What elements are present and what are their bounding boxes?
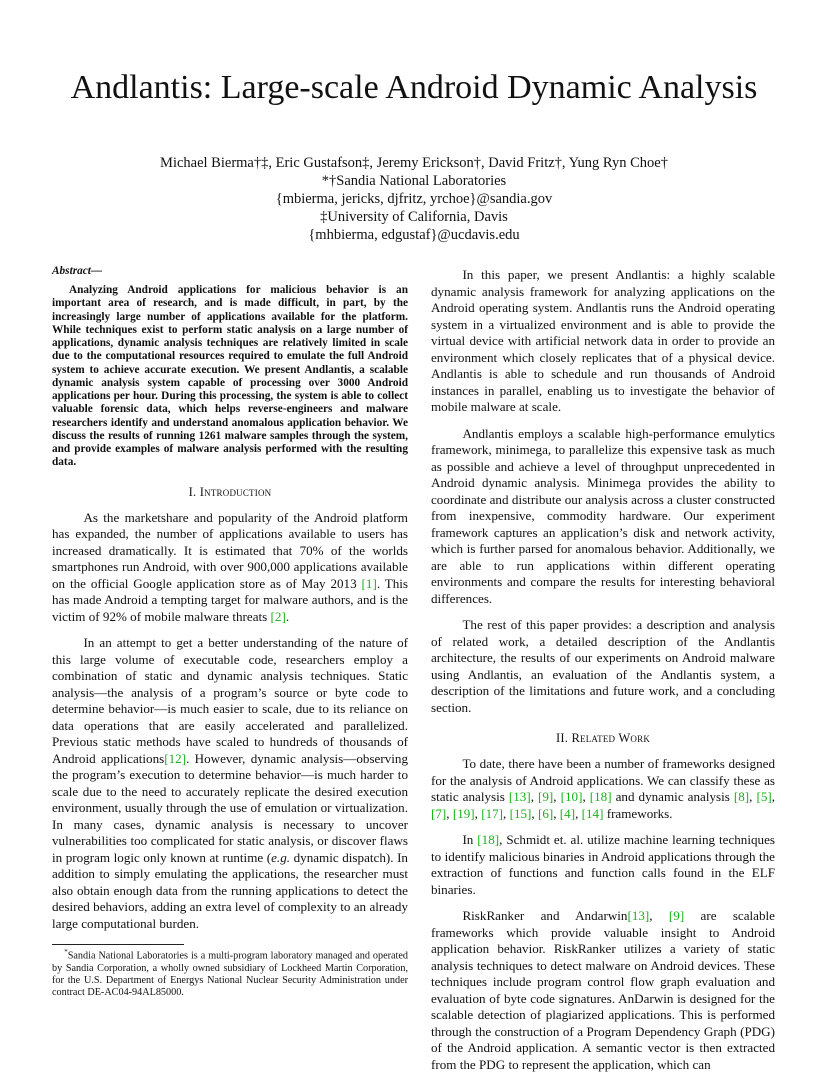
intro-paragraph-3: In this paper, we present Andlantis: a highly scalable dynamic analysis framework for analyzing applications on the Android operating system. Andlantis runs the Android operating system in a virtualized environment and is able to provide the virtual device with artificial network data in order to provide an environment which closely replicates that of a physical device. Andlantis is able to schedule and run thousands of Android instances in parallel, enabling us to investigate the behavior of mobile malware at scale. (431, 267, 775, 414)
citation-link[interactable]: [9] (538, 789, 554, 804)
section-heading-related-work (431, 730, 775, 746)
citation-link[interactable]: [8] (733, 789, 750, 804)
citation-link[interactable]: [10] (560, 789, 583, 804)
related-paragraph-3: RiskRanker and Andarwin[13], [9] are scalable frameworks which provide valuable insight to Android application behavior. RiskRanker utilizes a variety of static analysis techniques to detect malware on Android devices. These techniques include program control flow graph evaluation and evaluation of byte code signatures. AnDarwin is designed for the scalable detection of plagiarized applications. This is performed through the construction of a Program Dependency Graph (PDG) of the Android application. A semantic vector is then extracted from the PDG to represent the application, which can (431, 908, 775, 1072)
section-numeral: I. (188, 484, 197, 499)
citation-link[interactable]: [12] (164, 750, 187, 766)
section-numeral: II. (555, 731, 569, 745)
affiliation-ucdavis: ‡University of California, Davis (320, 209, 508, 225)
citation-link[interactable]: [17] (481, 805, 504, 821)
intro-paragraph-5: The rest of this paper provides: a description and analysis of related work, a detailed description of the Andlantis architecture, the results of our experiments on Android malware using Andlantis, an evaluation of the Andlantis system, a description of the limitations and future work, and a concluding section. (431, 617, 775, 715)
citation-link[interactable]: [18] (477, 832, 500, 847)
intro-paragraph-2: In an attempt to get a better understanding of the nature of this large volume of executable code, researchers employ a combination of static and dynamic analysis techniques. Static analysis—the analysis of a program’s source or byte code to determine behavior—is much easier to scale, due to its reliance on data operations that are easily accelerated and parallelized. Previous static methods have scaled to hundreds of thousands of Android applications[12]. However, dynamic analysis—observing the program’s execution to determine behavior—is much harder to scale due to the need to accurately replicate the desired execution environment, usually through the use of emulation or virtualization. In many cases, dynamic analysis is necessary to uncover vulnerabilities too complicated for static analysis, or discover flaws in program logic only known at runtime (e.g. dynamic dispatch). In addition to simply emulating the applications, the researcher must also obtain enough data from the running applications to detect the desired behaviors, adding an extra level of complexity to an already large computational burden. (52, 635, 409, 931)
paper-title: Andlantis: Large-scale Android Dynamic Analysis (70, 69, 758, 106)
citation-link[interactable]: [13] (508, 789, 531, 804)
related-paragraph-1: To date, there have been a number of frameworks designed for the analysis of Android applications. We can classify these as static analysis [13], [9], [10], [18] and dynamic analysis [8], [5], [7], [19], [17], [15], [6], [4], [14] frameworks. (431, 756, 776, 821)
section-title: Introduction (199, 484, 272, 499)
footnote-text: Sandia National Laboratories is a multi-program laboratory managed and operated by Sandia Corporation, a wholly owned subsidiary of Lockheed Martin Corporation, for the U.S. Department of Energys National Nuclear Security Administration under contract DE-AC04-94AL85000. (52, 950, 408, 998)
abstract-text: Analyzing Android applications for malicious behavior is an important area of research, and is made difficult, in part, by the increasingly large number of applications available for the platform. While techniques exist to perform static analysis on a large number of applications, dynamic analysis techniques are relatively limited in scale due to the computational resources required to emulate the full Android system to achieve accurate execution. We present Andlantis, a scalable dynamic analysis system capable of processing over 3000 Android applications per hour. During this processing, the system is able to collect valuable forensic data, which helps reverse-engineers and malware researchers identify and understand anomalous application behavior. We discuss the results of running 1261 malware samples through the system, and provide examples of malware analysis performed with the resulting data. (52, 284, 408, 469)
section-heading-introduction (52, 484, 408, 500)
citation-link[interactable]: [1] (361, 575, 377, 591)
citation-link[interactable]: [15] (509, 805, 532, 821)
citation-link[interactable]: [14] (581, 805, 604, 821)
citation-link[interactable]: [4] (559, 805, 576, 821)
author-block (40, 154, 788, 244)
right-column (431, 267, 775, 1083)
left-column (52, 264, 408, 942)
citation-link[interactable]: [6] (537, 805, 554, 821)
author-names: Michael Bierma†‡, Eric Gustafson‡, Jeremy Erickson†, David Fritz†, Yung Ryn Choe† (160, 155, 668, 171)
footnote-mark: * (64, 948, 68, 956)
citation-link[interactable]: [13] (627, 908, 650, 923)
citation-link[interactable]: [5] (756, 789, 772, 804)
footnote-rule (52, 944, 184, 945)
email-sandia: {mbierma, jericks, djfritz, yrchoe}@sandia.gov (275, 191, 553, 207)
affiliation-sandia: *†Sandia National Laboratories (321, 173, 507, 189)
citation-link[interactable]: [2] (270, 608, 286, 624)
intro-paragraph-1: As the marketshare and popularity of the Android platform has expanded, the number of applications available to users has increased dramatically. It is estimated that 70% of the worlds smartphones run Android, with over 900,000 applications available on the official Google application store as of May 2013 [1]. This has made Android a tempting target for malware authors, and is the victim of 92% of mobile malware threats [2]. (52, 509, 408, 624)
citation-link[interactable]: [9] (668, 908, 685, 923)
section-title: Related Work (571, 731, 651, 745)
citation-link[interactable]: [19] (452, 805, 475, 821)
related-paragraph-2: In [18], Schmidt et. al. utilize machine learning techniques to identify malicious binaries in Android applications through the extraction of functions and function calls found in the ELF binaries. (431, 832, 775, 897)
citation-link[interactable]: [18] (589, 789, 612, 804)
footnote (52, 946, 408, 999)
abstract-label: Abstract— (52, 265, 103, 277)
email-ucdavis: {mhbierma, edgustaf}@ucdavis.edu (308, 227, 520, 243)
citation-link[interactable]: [7] (431, 805, 447, 821)
intro-paragraph-4: Andlantis employs a scalable high-performance emulytics framework, minimega, to parallelize this expensive task as much as possible and achieve a level of throughput unprecedented in Android dynamic analysis. Minimega provides the ability to coordinate and distribute our analysis across a cluster constructed from inexpensive, commodity hardware. Our experiment framework captures an application’s disk and network activity, which is further parsed for anomalous behavior. Additionally, we are able to run applications within different operating environments and compare the results for interesting behavioral differences. (431, 425, 775, 606)
